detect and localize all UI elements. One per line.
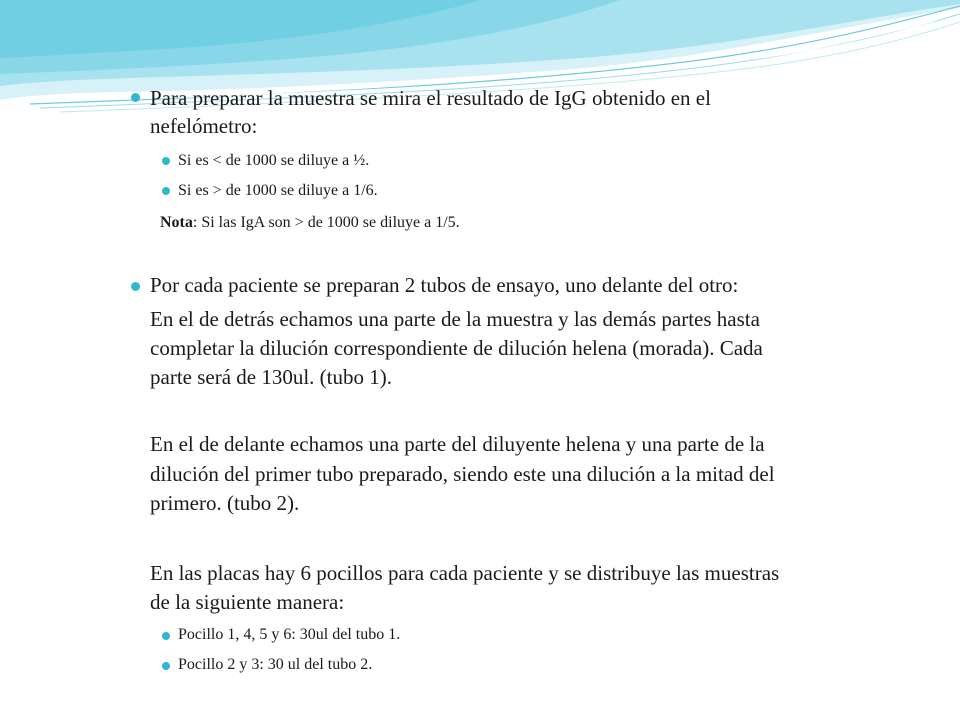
paragraph-line: dilución del primer tubo preparado, siendo este una dilución a la mitad del [150, 462, 775, 486]
paragraph-line: completar la dilución correspondiente de dilución helena (morada). Cada [150, 336, 763, 360]
paragraph-line: primero. (tubo 2). [150, 491, 300, 515]
paragraph-line: En el de detrás echamos una parte de la muestra y las demás partes hasta [150, 307, 760, 331]
sub-item: Si es > de 1000 se diluye a 1/6. [178, 182, 378, 199]
paragraph-line: parte será de 130ul. (tubo 1). [150, 365, 393, 389]
paragraph-line: de la siguiente manera: [150, 590, 345, 614]
sub-bullet-icon [162, 662, 170, 670]
sub-item: Si es < de 1000 se diluye a ½. [178, 152, 370, 169]
paragraph-line: Por cada paciente se preparan 2 tubos de ensayo, uno delante del otro: [150, 273, 739, 297]
bullet-icon [131, 93, 140, 102]
bullet-icon [131, 282, 140, 291]
note-line [160, 213, 460, 233]
sub-item: Pocillo 2 y 3: 30 ul del tubo 2. [178, 656, 373, 673]
paragraph-line: En las placas hay 6 pocillos para cada paciente y se distribuye las muestras [150, 561, 780, 585]
paragraph-line: En el de delante echamos una parte del diluyente helena y una parte de la [150, 432, 765, 456]
paragraph-line: nefelómetro: [150, 114, 258, 138]
sub-bullet-icon [162, 632, 170, 640]
note-label: Nota [160, 214, 193, 231]
sub-item: Pocillo 1, 4, 5 y 6: 30ul del tubo 1. [178, 626, 401, 643]
note-text: : Si las IgA son > de 1000 se diluye a 1/5. [192, 214, 460, 231]
sub-bullet-icon [162, 157, 170, 165]
sub-bullet-icon [162, 187, 170, 195]
paragraph-line: Para preparar la muestra se mira el resultado de IgG obtenido en el [150, 86, 711, 110]
